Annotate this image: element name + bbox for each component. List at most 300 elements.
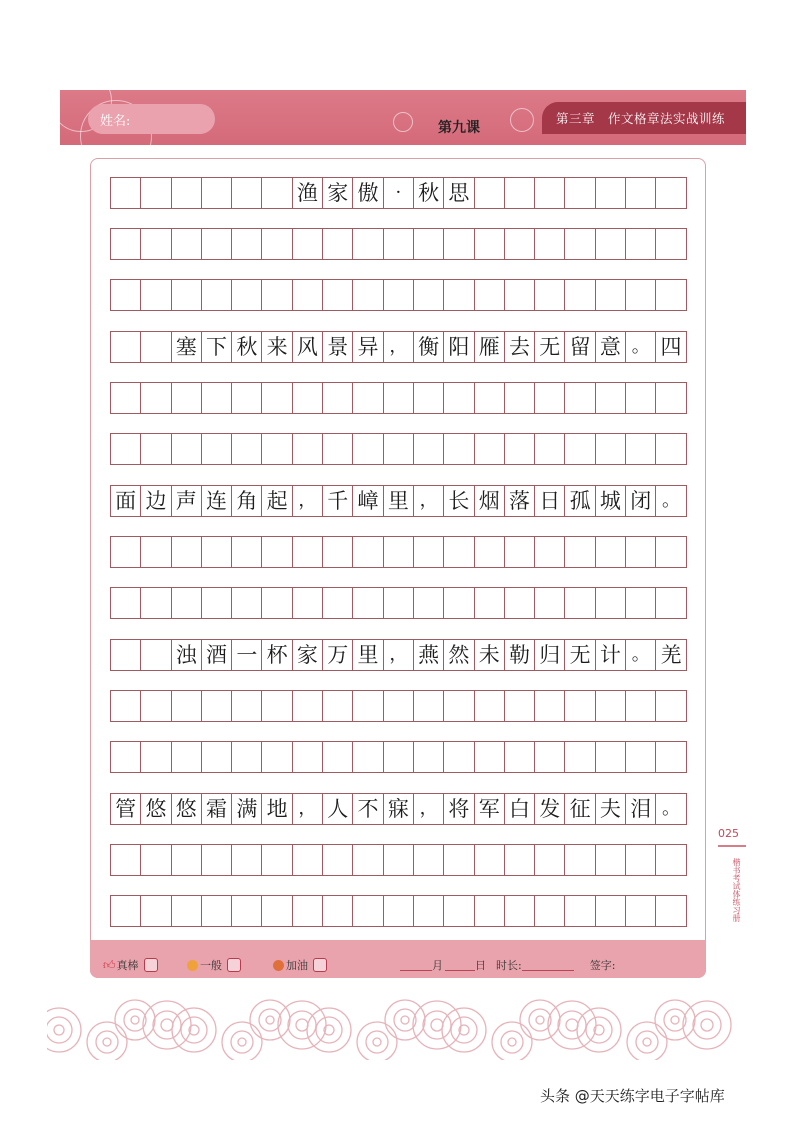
grid-cell[interactable]: 无 [565, 640, 595, 670]
grid-cell[interactable] [202, 845, 232, 875]
grid-cell[interactable] [626, 280, 656, 310]
grid-cell[interactable]: 面 [111, 486, 141, 516]
grid-cell[interactable] [414, 896, 444, 926]
grid-cell[interactable] [444, 537, 474, 567]
grid-cell[interactable] [384, 896, 414, 926]
grid-cell[interactable] [111, 332, 141, 362]
grid-cell[interactable] [384, 845, 414, 875]
grid-cell[interactable] [293, 280, 323, 310]
grid-cell[interactable] [141, 896, 171, 926]
grid-cell[interactable] [111, 280, 141, 310]
grid-cell[interactable] [444, 691, 474, 721]
grid-cell[interactable]: 将 [444, 794, 474, 824]
grid-cell[interactable]: ， [293, 486, 323, 516]
grid-cell[interactable] [353, 896, 383, 926]
grid-cell[interactable] [293, 383, 323, 413]
grid-cell[interactable] [111, 229, 141, 259]
grid-cell[interactable]: 悠 [172, 794, 202, 824]
grid-cell[interactable]: 白 [505, 794, 535, 824]
grid-cell[interactable] [111, 434, 141, 464]
grid-cell[interactable] [535, 537, 565, 567]
grid-cell[interactable] [414, 588, 444, 618]
grid-cell[interactable]: 衡 [414, 332, 444, 362]
grid-cell[interactable] [656, 280, 686, 310]
grid-cell[interactable] [505, 434, 535, 464]
grid-cell[interactable]: 地 [262, 794, 292, 824]
grid-cell[interactable]: 夫 [596, 794, 626, 824]
grid-cell[interactable]: 。 [656, 486, 686, 516]
grid-cell[interactable] [475, 537, 505, 567]
grid-cell[interactable] [111, 383, 141, 413]
grid-cell[interactable] [505, 691, 535, 721]
grid-cell[interactable] [626, 383, 656, 413]
grid-cell[interactable] [353, 588, 383, 618]
grid-cell[interactable] [475, 896, 505, 926]
grid-cell[interactable] [596, 588, 626, 618]
grid-cell[interactable] [535, 434, 565, 464]
rating-try-checkbox[interactable] [313, 958, 327, 972]
grid-cell[interactable] [596, 434, 626, 464]
grid-cell[interactable]: 阳 [444, 332, 474, 362]
grid-row [110, 382, 687, 414]
grid-cell[interactable] [535, 845, 565, 875]
grid-cell[interactable] [202, 691, 232, 721]
grid-cell[interactable] [535, 178, 565, 208]
grid-cell[interactable] [384, 383, 414, 413]
grid-cell[interactable] [596, 742, 626, 772]
grid-cell[interactable]: 风 [293, 332, 323, 362]
grid-cell[interactable] [141, 588, 171, 618]
grid-cell[interactable] [111, 742, 141, 772]
grid-cell[interactable]: 。 [626, 640, 656, 670]
grid-cell[interactable]: 人 [323, 794, 353, 824]
grid-cell[interactable]: 勒 [505, 640, 535, 670]
grid-cell[interactable]: 千 [323, 486, 353, 516]
grid-cell[interactable] [353, 229, 383, 259]
grid-cell[interactable] [262, 434, 292, 464]
grid-cell[interactable] [323, 229, 353, 259]
grid-cell[interactable] [353, 434, 383, 464]
grid-cell[interactable] [656, 691, 686, 721]
grid-cell[interactable]: 计 [596, 640, 626, 670]
grid-cell[interactable] [323, 742, 353, 772]
grid-cell[interactable] [111, 845, 141, 875]
grid-cell[interactable] [172, 742, 202, 772]
grid-cell[interactable] [565, 588, 595, 618]
grid-cell[interactable]: 家 [323, 178, 353, 208]
grid-cell[interactable] [232, 434, 262, 464]
grid-cell[interactable] [262, 896, 292, 926]
grid-cell[interactable]: ， [293, 794, 323, 824]
grid-cell[interactable]: 四 [656, 332, 686, 362]
grid-cell[interactable] [353, 742, 383, 772]
grid-cell[interactable]: 异 [353, 332, 383, 362]
rating-great-label: 真棒 [116, 959, 139, 972]
grid-cell[interactable] [565, 383, 595, 413]
grid-cell[interactable] [596, 896, 626, 926]
grid-cell[interactable] [414, 434, 444, 464]
grid-cell[interactable] [414, 383, 444, 413]
grid-cell[interactable] [323, 280, 353, 310]
grid-cell[interactable] [505, 280, 535, 310]
grid-cell[interactable] [384, 588, 414, 618]
grid-row [110, 690, 687, 722]
grid-cell[interactable] [505, 178, 535, 208]
grid-cell[interactable] [656, 742, 686, 772]
grid-cell[interactable] [141, 434, 171, 464]
grid-cell[interactable]: 悠 [141, 794, 171, 824]
grid-cell[interactable] [475, 845, 505, 875]
grid-cell[interactable] [475, 178, 505, 208]
grid-cell[interactable] [323, 383, 353, 413]
grid-cell[interactable] [535, 229, 565, 259]
grid-cell[interactable] [444, 280, 474, 310]
grid-cell[interactable] [565, 896, 595, 926]
grid-cell[interactable]: 景 [323, 332, 353, 362]
grid-cell[interactable] [202, 896, 232, 926]
grid-cell[interactable] [656, 383, 686, 413]
grid-cell[interactable] [111, 640, 141, 670]
grid-cell[interactable] [262, 742, 292, 772]
grid-cell[interactable]: 思 [444, 178, 474, 208]
grid-cell[interactable] [626, 229, 656, 259]
grid-cell[interactable]: 未 [475, 640, 505, 670]
grid-cell[interactable] [141, 537, 171, 567]
grid-cell[interactable] [565, 691, 595, 721]
grid-cell[interactable] [232, 742, 262, 772]
grid-cell[interactable] [626, 845, 656, 875]
grid-cell[interactable] [535, 896, 565, 926]
grid-cell[interactable]: 军 [475, 794, 505, 824]
grid-cell[interactable] [444, 434, 474, 464]
grid-cell[interactable] [141, 280, 171, 310]
grid-cell[interactable] [656, 178, 686, 208]
grid-cell[interactable] [414, 845, 444, 875]
grid-cell[interactable] [656, 434, 686, 464]
grid-cell[interactable] [414, 691, 444, 721]
grid-cell[interactable] [505, 383, 535, 413]
grid-cell[interactable]: 来 [262, 332, 292, 362]
grid-cell[interactable] [535, 742, 565, 772]
grid-cell[interactable] [293, 588, 323, 618]
grid-cell[interactable] [141, 229, 171, 259]
rating-ok-checkbox[interactable] [227, 958, 241, 972]
grid-cell[interactable] [202, 229, 232, 259]
grid-cell[interactable]: 日 [535, 486, 565, 516]
grid-cell[interactable] [475, 383, 505, 413]
grid-cell[interactable]: 杯 [262, 640, 292, 670]
grid-cell[interactable] [626, 434, 656, 464]
grid-cell[interactable]: 闭 [626, 486, 656, 516]
grid-cell[interactable]: 秋 [232, 332, 262, 362]
grid-cell[interactable] [323, 434, 353, 464]
grid-cell[interactable] [323, 896, 353, 926]
grid-cell[interactable] [475, 229, 505, 259]
grid-cell[interactable] [141, 178, 171, 208]
grid-cell[interactable] [505, 742, 535, 772]
grid-cell[interactable]: 里 [353, 640, 383, 670]
grid-cell[interactable] [475, 691, 505, 721]
grid-cell[interactable] [535, 691, 565, 721]
grid-cell[interactable]: 傲 [353, 178, 383, 208]
rating-ok[interactable] [187, 957, 241, 973]
chapter-title: 第三章 作文格章法实战训练 [556, 111, 726, 126]
grid-cell[interactable] [626, 178, 656, 208]
grid-cell[interactable] [535, 383, 565, 413]
grid-cell[interactable] [626, 588, 656, 618]
grid-cell[interactable] [172, 588, 202, 618]
grid-cell[interactable] [232, 178, 262, 208]
grid-cell[interactable]: 霜 [202, 794, 232, 824]
grid-cell[interactable]: 角 [232, 486, 262, 516]
rating-great-checkbox[interactable] [144, 958, 158, 972]
grid-cell[interactable] [262, 537, 292, 567]
grid-cell[interactable] [626, 896, 656, 926]
grid-cell[interactable] [505, 537, 535, 567]
grid-cell[interactable] [444, 588, 474, 618]
grid-cell[interactable] [565, 434, 595, 464]
grid-cell[interactable]: 家 [293, 640, 323, 670]
grid-cell[interactable]: 管 [111, 794, 141, 824]
grid-cell[interactable]: 一 [232, 640, 262, 670]
grid-cell[interactable] [111, 178, 141, 208]
grid-cell[interactable] [596, 691, 626, 721]
grid-cell[interactable] [444, 742, 474, 772]
grid-cell[interactable] [505, 896, 535, 926]
grid-cell[interactable] [656, 229, 686, 259]
rating-try[interactable] [273, 957, 327, 973]
grid-cell[interactable] [505, 845, 535, 875]
grid-cell[interactable] [596, 537, 626, 567]
grid-cell[interactable] [596, 383, 626, 413]
grid-cell[interactable] [323, 588, 353, 618]
grid-cell[interactable]: 。 [626, 332, 656, 362]
grid-cell[interactable]: 万 [323, 640, 353, 670]
grid-cell[interactable] [232, 280, 262, 310]
grid-cell[interactable] [111, 896, 141, 926]
grid-cell[interactable] [172, 537, 202, 567]
grid-cell[interactable] [293, 229, 323, 259]
grid-cell[interactable] [626, 537, 656, 567]
grid-cell[interactable] [202, 742, 232, 772]
grid-cell[interactable]: 城 [596, 486, 626, 516]
grid-cell[interactable] [384, 280, 414, 310]
grid-cell[interactable] [353, 537, 383, 567]
grid-cell[interactable]: 雁 [475, 332, 505, 362]
grid-cell[interactable] [172, 178, 202, 208]
grid-cell[interactable] [596, 845, 626, 875]
grid-cell[interactable] [323, 845, 353, 875]
day-input[interactable] [445, 960, 475, 971]
grid-cell[interactable] [475, 588, 505, 618]
grid-cell[interactable] [505, 588, 535, 618]
grid-cell[interactable] [535, 588, 565, 618]
grid-cell[interactable]: 边 [141, 486, 171, 516]
grid-cell[interactable] [596, 178, 626, 208]
grid-cell[interactable] [444, 229, 474, 259]
grid-cell[interactable] [202, 588, 232, 618]
grid-cell[interactable] [475, 280, 505, 310]
grid-cell[interactable] [323, 537, 353, 567]
grid-cell[interactable] [353, 280, 383, 310]
grid-cell[interactable] [414, 742, 444, 772]
grid-cell[interactable]: ， [384, 332, 414, 362]
grid-cell[interactable] [596, 229, 626, 259]
grid-cell[interactable] [293, 742, 323, 772]
grid-cell[interactable] [444, 896, 474, 926]
grid-cell[interactable]: 寐 [384, 794, 414, 824]
grid-cell[interactable]: 留 [565, 332, 595, 362]
grid-cell[interactable]: 满 [232, 794, 262, 824]
grid-cell[interactable] [353, 691, 383, 721]
grid-cell[interactable] [262, 280, 292, 310]
month-input[interactable] [400, 960, 432, 971]
grid-cell[interactable] [202, 537, 232, 567]
grid-row [110, 228, 687, 260]
grid-cell[interactable] [202, 280, 232, 310]
grid-cell[interactable] [323, 691, 353, 721]
grid-cell[interactable] [565, 845, 595, 875]
grid-cell[interactable]: ， [384, 640, 414, 670]
grid-cell[interactable] [384, 434, 414, 464]
grid-cell[interactable] [232, 588, 262, 618]
grid-cell[interactable] [444, 845, 474, 875]
grid-cell[interactable] [262, 845, 292, 875]
grid-cell[interactable]: 声 [172, 486, 202, 516]
grid-cell[interactable] [202, 178, 232, 208]
grid-cell[interactable] [414, 229, 444, 259]
grid-cell[interactable]: 征 [565, 794, 595, 824]
grid-cell[interactable] [262, 588, 292, 618]
grid-cell[interactable] [293, 691, 323, 721]
grid-cell[interactable] [141, 332, 171, 362]
rating-great[interactable] [103, 957, 158, 973]
grid-cell[interactable]: 塞 [172, 332, 202, 362]
grid-cell[interactable] [232, 229, 262, 259]
grid-cell[interactable]: 羌 [656, 640, 686, 670]
grid-cell[interactable]: 起 [262, 486, 292, 516]
grid-cell[interactable] [475, 434, 505, 464]
grid-cell[interactable] [384, 742, 414, 772]
grid-cell[interactable]: 秋 [414, 178, 444, 208]
grid-cell[interactable]: 渔 [293, 178, 323, 208]
grid-cell[interactable] [141, 640, 171, 670]
grid-cell[interactable] [475, 742, 505, 772]
grid-cell[interactable]: 泪 [626, 794, 656, 824]
grid-cell[interactable]: 连 [202, 486, 232, 516]
grid-cell[interactable] [565, 229, 595, 259]
grid-cell[interactable] [565, 178, 595, 208]
grid-cell[interactable] [262, 691, 292, 721]
grid-cell[interactable]: 燕 [414, 640, 444, 670]
grid-cell[interactable]: · [384, 178, 414, 208]
grid-cell[interactable] [384, 691, 414, 721]
grid-cell[interactable] [656, 845, 686, 875]
grid-cell[interactable]: 归 [535, 640, 565, 670]
grid-cell[interactable] [384, 229, 414, 259]
grid-cell[interactable] [293, 845, 323, 875]
grid-cell[interactable] [414, 537, 444, 567]
grid-cell[interactable] [565, 537, 595, 567]
grid-cell[interactable] [111, 537, 141, 567]
grid-cell[interactable] [565, 280, 595, 310]
grid-cell[interactable] [626, 691, 656, 721]
grid-cell[interactable] [596, 280, 626, 310]
grid-cell[interactable] [172, 229, 202, 259]
grid-cell[interactable] [565, 742, 595, 772]
grid-cell[interactable]: 发 [535, 794, 565, 824]
grid-cell[interactable] [172, 845, 202, 875]
grid-cell[interactable]: 嶂 [353, 486, 383, 516]
grid-cell[interactable]: 意 [596, 332, 626, 362]
grid-cell[interactable] [232, 537, 262, 567]
grid-cell[interactable] [232, 896, 262, 926]
grid-cell[interactable] [262, 383, 292, 413]
grid-cell[interactable] [172, 383, 202, 413]
grid-cell[interactable]: 不 [353, 794, 383, 824]
grid-cell[interactable]: ， [414, 794, 444, 824]
grid-cell[interactable] [232, 383, 262, 413]
duration-input[interactable] [522, 960, 574, 971]
grid-cell[interactable]: 。 [656, 794, 686, 824]
grid-cell[interactable] [656, 896, 686, 926]
grid-cell[interactable]: 然 [444, 640, 474, 670]
grid-cell[interactable] [111, 588, 141, 618]
grid-cell[interactable]: ， [414, 486, 444, 516]
grid-cell[interactable] [141, 383, 171, 413]
grid-cell[interactable] [232, 691, 262, 721]
grid-cell[interactable] [172, 691, 202, 721]
grid-cell[interactable] [293, 537, 323, 567]
grid-cell[interactable] [293, 896, 323, 926]
grid-cell[interactable] [353, 383, 383, 413]
grid-cell[interactable]: 里 [384, 486, 414, 516]
grid-cell[interactable] [172, 896, 202, 926]
grid-cell[interactable] [202, 383, 232, 413]
grid-cell[interactable] [414, 280, 444, 310]
grid-cell[interactable]: 浊 [172, 640, 202, 670]
grid-cell[interactable] [656, 588, 686, 618]
grid-cell[interactable] [202, 434, 232, 464]
grid-cell[interactable] [232, 845, 262, 875]
grid-cell[interactable] [262, 178, 292, 208]
grid-cell[interactable] [384, 537, 414, 567]
grid-cell[interactable]: 酒 [202, 640, 232, 670]
grid-cell[interactable] [141, 845, 171, 875]
grid-cell[interactable]: 无 [535, 332, 565, 362]
grid-cell[interactable] [353, 845, 383, 875]
grid-cell[interactable] [172, 280, 202, 310]
grid-cell[interactable] [535, 280, 565, 310]
grid-cell[interactable] [141, 742, 171, 772]
name-field[interactable] [88, 104, 215, 134]
grid-cell[interactable]: 烟 [475, 486, 505, 516]
grid-cell[interactable] [172, 434, 202, 464]
grid-cell[interactable] [293, 434, 323, 464]
grid-cell[interactable]: 下 [202, 332, 232, 362]
grid-cell[interactable] [626, 742, 656, 772]
grid-cell[interactable]: 落 [505, 486, 535, 516]
grid-cell[interactable]: 孤 [565, 486, 595, 516]
grid-cell[interactable] [444, 383, 474, 413]
grid-cell[interactable]: 去 [505, 332, 535, 362]
grid-cell[interactable] [262, 229, 292, 259]
grid-cell[interactable] [141, 691, 171, 721]
grid-cell[interactable] [505, 229, 535, 259]
grid-cell[interactable] [111, 691, 141, 721]
grid-cell[interactable] [656, 537, 686, 567]
grid-cell[interactable]: 长 [444, 486, 474, 516]
